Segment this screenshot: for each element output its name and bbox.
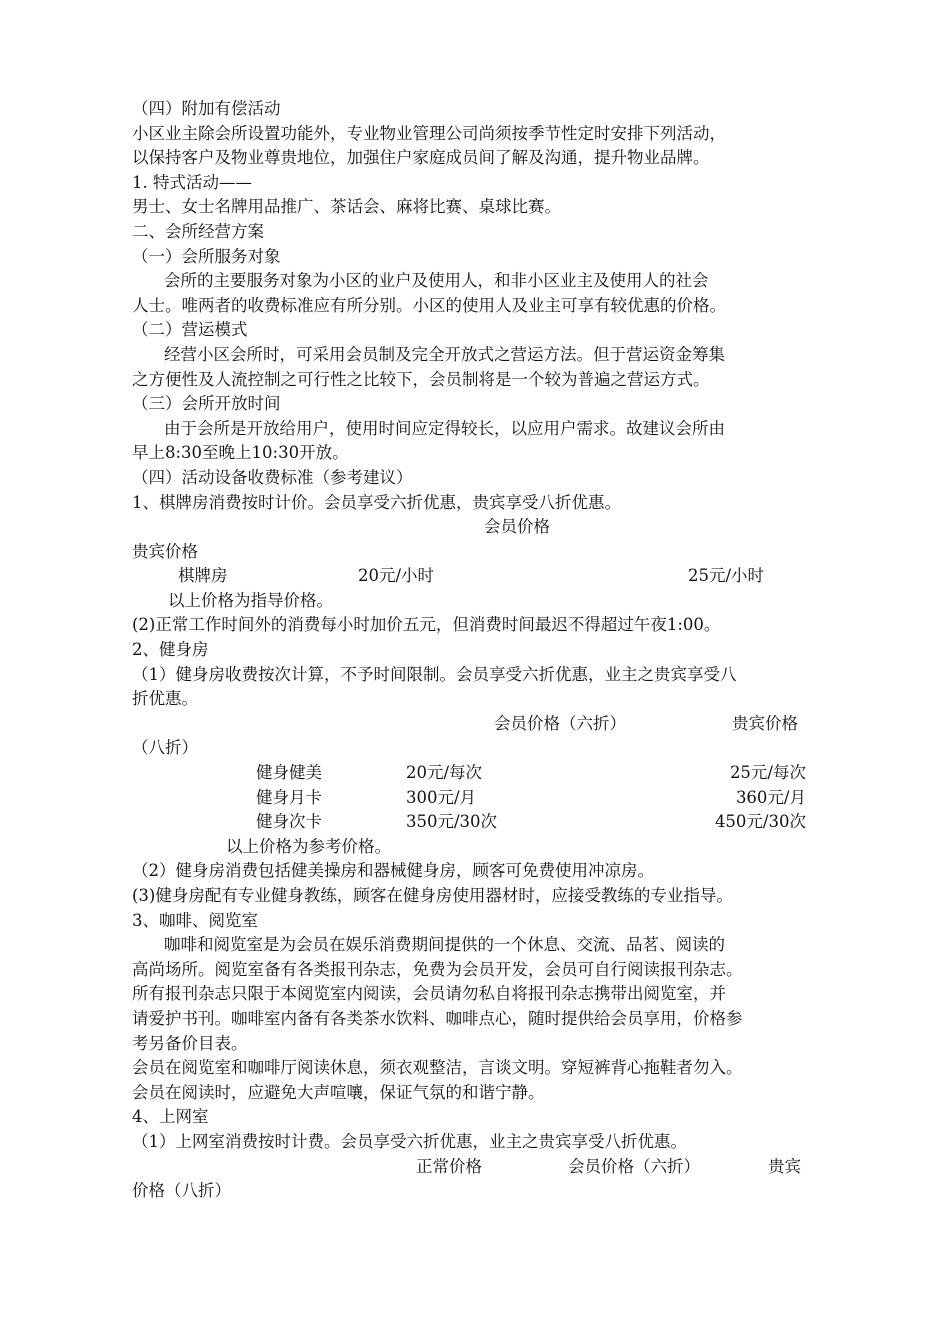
paragraph: 折优惠。 [132, 689, 198, 709]
subsection-heading: （四）活动设备收费标准（参考建议） [132, 467, 413, 487]
list-item: 1、棋牌房消费按时计价。会员享受六折优惠，贵宾享受八折优惠。 [132, 492, 621, 512]
paragraph: 会员在阅览室和咖啡厅阅读休息，须衣观整洁，言谈文明。穿短裤背心拖鞋者勿入。 [132, 1058, 743, 1078]
paragraph: 小区业主除会所设置功能外，专业物业管理公司尚须按季节性定时安排下列活动， [132, 123, 726, 143]
paragraph: (2)正常工作时间外的消费每小时加价五元，但消费时间最迟不得超过午夜1:00。 [132, 615, 721, 635]
gym-table-row [132, 786, 822, 811]
gym-table-row [132, 810, 822, 835]
list-item: 4、上网室 [132, 1107, 209, 1127]
vip-price-header-continued: 价格（八折） [132, 1181, 231, 1201]
member-price-header: 会员价格 [484, 517, 550, 537]
paragraph: 以保持客户及物业尊贵地位，加强住户家庭成员间了解及沟通，提升物业品牌。 [132, 148, 710, 168]
list-item: 2、健身房 [132, 640, 209, 660]
member-price: 20元/每次 [406, 763, 483, 783]
document-body [132, 97, 822, 1204]
list-item: 1. 特式活动—— [132, 172, 252, 192]
vip-price-header: 贵宾 [768, 1156, 801, 1176]
paragraph: (3)健身房配有专业健身教练，顾客在健身房使用器材时，应接受教练的专业指导。 [132, 886, 733, 905]
vip-price-header: 贵宾价格 [132, 541, 198, 561]
paragraph: 男士、女士名牌用品推广、茶话会、麻将比赛、桌球比赛。 [132, 197, 561, 217]
paragraph: （2）健身房消费包括健美操房和器械健身房，顾客可免费使用冲凉房。 [132, 861, 654, 881]
paragraph: 请爱护书刊。咖啡室内备有各类茶水饮料、咖啡点心，随时提供给会员享用，价格参 [132, 1008, 743, 1028]
vip-price: 25元/小时 [688, 566, 765, 586]
paragraph: 会员在阅读时，应避免大声喧嚷，保证气氛的和谐宁静。 [132, 1082, 545, 1102]
paragraph: 咖啡和阅览室是为会员在娱乐消费期间提供的一个休息、交流、品茗、阅读的 [164, 935, 725, 955]
paragraph: 由于会所是开放给用户，使用时间应定得较长，以应用户需求。故建议会所由 [164, 418, 725, 438]
item-name: 健身次卡 [256, 812, 322, 832]
gym-table-header [132, 712, 822, 737]
vip-price: 360元/月 [735, 787, 806, 807]
chess-table-row [132, 564, 822, 589]
paragraph: 经营小区会所时，可采用会员制及完全开放式之营运方法。但于营运资金筹集 [164, 344, 725, 364]
note: 以上价格为指导价格。 [168, 590, 333, 610]
member-price-header: 会员价格（六折） [568, 1156, 700, 1176]
gym-table-row [132, 761, 822, 786]
vip-price: 25元/每次 [729, 763, 806, 783]
internet-table-header [132, 1155, 822, 1180]
member-price: 300元/月 [406, 787, 477, 807]
subsection-heading: （一）会所服务对象 [132, 246, 281, 266]
member-price: 350元/30次 [406, 812, 498, 832]
paragraph: 之方便性及人流控制之可行性之比较下，会员制将是一个较为普遍之营运方式。 [132, 369, 710, 389]
paragraph: （1）健身房收费按次计算，不予时间限制。会员享受六折优惠，业主之贵宾享受八 [132, 664, 737, 684]
item-name: 健身月卡 [256, 787, 322, 807]
member-price: 20元/小时 [358, 566, 435, 586]
item-name: 健身健美 [256, 763, 322, 783]
paragraph: 考另备价目表。 [132, 1033, 248, 1053]
item-name: 棋牌房 [178, 566, 228, 586]
section-heading: 二、会所经营方案 [132, 221, 264, 241]
chess-table-header [132, 515, 822, 540]
heading-paid-activities: （四）附加有偿活动 [132, 99, 281, 118]
paragraph: 会所的主要服务对象为小区的业户及使用人，和非小区业主及使用人的社会 [164, 271, 709, 291]
vip-price-header: 贵宾价格 [732, 713, 798, 733]
vip-discount-label: （八折） [132, 738, 198, 758]
vip-price: 450元/30次 [714, 812, 806, 832]
list-item: 3、咖啡、阅览室 [132, 910, 258, 930]
subsection-heading: （二）营运模式 [132, 320, 248, 340]
note: 以上价格为参考价格。 [226, 836, 391, 856]
paragraph: 高尚场所。阅览室备有各类报刊杂志，免费为会员开发，会员可自行阅读报刊杂志。 [132, 959, 743, 979]
member-price-header: 会员价格（六折） [494, 713, 626, 733]
normal-price-header: 正常价格 [416, 1156, 482, 1176]
paragraph: 所有报刊杂志只限于本阅览室内阅读，会员请勿私自将报刊杂志携带出阅览室，并 [132, 984, 726, 1004]
paragraph: 人士。唯两者的收费标准应有所分别。小区的使用人及业主可享有较优惠的价格。 [132, 295, 726, 315]
paragraph: （1）上网室消费按时计费。会员享受六折优惠，业主之贵宾享受八折优惠。 [132, 1131, 687, 1151]
subsection-heading: （三）会所开放时间 [132, 394, 281, 414]
paragraph: 早上8:30至晚上10:30开放。 [132, 443, 349, 463]
